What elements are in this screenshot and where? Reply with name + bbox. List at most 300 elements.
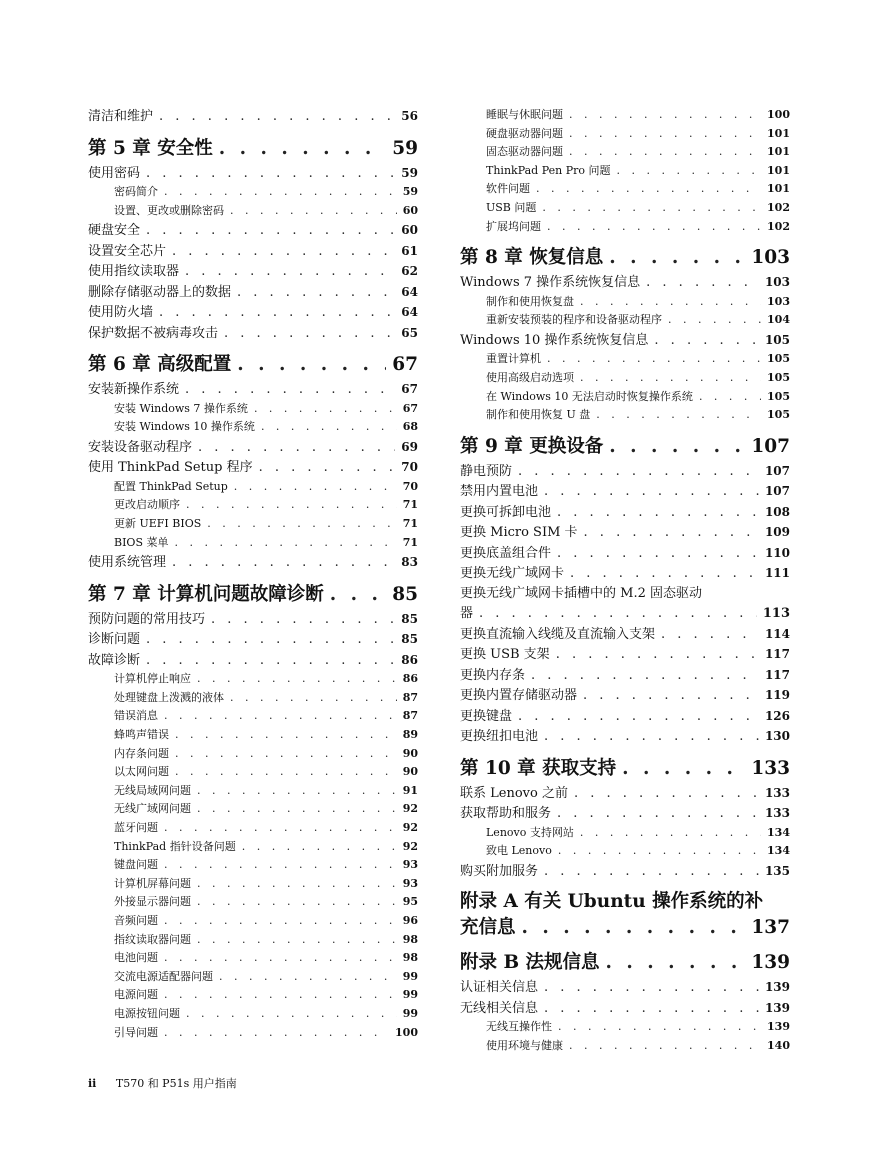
toc-page-number: 114 bbox=[764, 626, 790, 641]
toc-chapter-entry[interactable] bbox=[88, 580, 418, 609]
dot-leader bbox=[261, 418, 397, 437]
toc-entry-title: 睡眠与休眠问题 bbox=[486, 108, 563, 121]
toc-page-number: 90 bbox=[402, 765, 418, 779]
toc-entry[interactable] bbox=[88, 968, 418, 987]
toc-entry[interactable] bbox=[460, 1037, 790, 1056]
toc-entry[interactable] bbox=[460, 624, 790, 645]
toc-right-column bbox=[460, 106, 790, 1056]
toc-entry[interactable] bbox=[88, 931, 418, 950]
toc-entry[interactable] bbox=[88, 302, 418, 323]
toc-entry[interactable] bbox=[460, 644, 790, 665]
toc-entry-title: BIOS 菜单 bbox=[114, 535, 169, 549]
toc-page-number: 92 bbox=[402, 802, 418, 816]
toc-entry-title: 第 7 章 计算机问题故障诊断 bbox=[88, 583, 324, 605]
toc-entry-title: 第 8 章 恢复信息 bbox=[460, 247, 604, 269]
toc-entry[interactable] bbox=[88, 220, 418, 241]
toc-entry[interactable] bbox=[460, 350, 790, 369]
toc-left-column bbox=[88, 106, 418, 1042]
toc-page-number: 62 bbox=[401, 264, 418, 279]
toc-page-number: 65 bbox=[401, 325, 418, 340]
toc-entry-title: 无线局域网问题 bbox=[114, 783, 191, 797]
toc-entry[interactable] bbox=[460, 563, 790, 584]
toc-entry-title: 更新 UEFI BIOS bbox=[114, 517, 202, 531]
dot-leader bbox=[580, 369, 761, 388]
toc-entry-title: 处理键盘上泼溅的液体 bbox=[114, 690, 224, 704]
toc-entry[interactable] bbox=[88, 670, 418, 689]
toc-entry[interactable] bbox=[460, 143, 790, 162]
toc-entry[interactable] bbox=[88, 745, 418, 764]
toc-entry-title: 扩展坞问题 bbox=[486, 219, 541, 233]
toc-page-number: 91 bbox=[402, 783, 418, 797]
toc-entry[interactable] bbox=[460, 665, 790, 686]
toc-entry-title: 附录 A 有关 Ubuntu 操作系统的补 bbox=[460, 891, 764, 913]
dot-leader bbox=[616, 162, 761, 181]
toc-entry[interactable] bbox=[88, 202, 418, 221]
dot-leader bbox=[569, 106, 761, 125]
toc-page-number: 71 bbox=[402, 498, 418, 512]
toc-page-number: 117 bbox=[764, 647, 790, 662]
dot-leader bbox=[531, 666, 759, 686]
toc-entry[interactable] bbox=[88, 1005, 418, 1024]
toc-page-number: 134 bbox=[767, 825, 790, 839]
footer-title: T570 和 P51s 用户指南 bbox=[115, 1077, 237, 1090]
dot-leader bbox=[557, 544, 759, 564]
toc-entry-title: 第 5 章 安全性 bbox=[88, 137, 213, 159]
toc-page-number: 71 bbox=[402, 517, 418, 531]
dot-leader bbox=[547, 350, 761, 369]
dot-leader bbox=[197, 800, 397, 819]
dot-leader bbox=[211, 610, 395, 630]
toc-entry-title: 使用防火墙 bbox=[88, 305, 154, 321]
dot-leader bbox=[175, 726, 397, 745]
toc-page-number: 98 bbox=[402, 951, 418, 965]
dot-leader bbox=[622, 754, 745, 783]
dot-leader bbox=[569, 1037, 761, 1056]
toc-entry-title: 蜂鸣声错误 bbox=[114, 728, 169, 742]
toc-entry[interactable] bbox=[88, 986, 418, 1005]
toc-page-number: 59 bbox=[402, 185, 418, 198]
dot-leader bbox=[547, 218, 761, 237]
toc-page-number: 60 bbox=[402, 203, 418, 217]
toc-entry-title: 使用指纹读取器 bbox=[88, 264, 180, 280]
toc-entry-title: 无线互操作性 bbox=[486, 1020, 552, 1034]
dot-leader bbox=[544, 978, 759, 998]
dot-leader bbox=[164, 912, 397, 931]
toc-entry[interactable] bbox=[88, 418, 418, 437]
toc-entry[interactable] bbox=[460, 218, 790, 237]
dot-leader bbox=[522, 915, 746, 941]
toc-entry[interactable] bbox=[88, 912, 418, 931]
toc-entry[interactable] bbox=[88, 478, 418, 497]
toc-entry-title: Windows 7 操作系统恢复信息 bbox=[460, 275, 641, 291]
toc-entry-title: 使用系统管理 bbox=[88, 555, 167, 571]
toc-page-number: 140 bbox=[767, 1039, 790, 1052]
dot-leader bbox=[558, 1018, 761, 1037]
toc-entry[interactable] bbox=[460, 783, 790, 804]
dot-leader bbox=[146, 651, 395, 671]
dot-leader bbox=[159, 303, 395, 323]
toc-entry[interactable] bbox=[460, 481, 790, 502]
toc-entry[interactable] bbox=[460, 125, 790, 144]
toc-entry-title: 更换直流输入线缆及直流输入支架 bbox=[460, 626, 656, 642]
toc-entry-title: 安装设备驱动程序 bbox=[88, 439, 193, 455]
toc-page-number: 134 bbox=[767, 844, 790, 858]
dot-leader bbox=[580, 824, 761, 843]
toc-entry-title: 联系 Lenovo 之前 bbox=[460, 785, 568, 801]
toc-entry-title: 更换纽扣电池 bbox=[460, 729, 539, 745]
toc-entry[interactable] bbox=[460, 199, 790, 218]
toc-entry[interactable] bbox=[460, 977, 790, 998]
toc-entry[interactable] bbox=[460, 461, 790, 482]
toc-entry[interactable] bbox=[88, 437, 418, 458]
toc-chapter-entry[interactable] bbox=[460, 432, 790, 461]
toc-page-number: 92 bbox=[402, 821, 418, 834]
toc-entry-title-cont: 器 bbox=[460, 605, 474, 621]
toc-page-number: 119 bbox=[764, 688, 790, 703]
toc-page-number: 107 bbox=[764, 484, 790, 499]
toc-entry[interactable] bbox=[88, 689, 418, 708]
dot-leader bbox=[164, 1024, 389, 1043]
toc-page-number: 133 bbox=[751, 757, 790, 779]
dot-leader bbox=[570, 564, 759, 584]
toc-entry[interactable] bbox=[88, 856, 418, 875]
toc-page-number: 96 bbox=[402, 913, 418, 927]
toc-entry-title: 设置、更改或删除密码 bbox=[114, 203, 224, 217]
toc-entry[interactable] bbox=[88, 650, 418, 671]
toc-entry-title: 购买附加服务 bbox=[460, 863, 539, 879]
dot-leader bbox=[207, 515, 396, 534]
dot-leader bbox=[242, 838, 397, 857]
toc-entry-title: 更改启动顺序 bbox=[114, 498, 180, 512]
toc-page-number: 105 bbox=[764, 332, 790, 347]
toc-page-number: 70 bbox=[401, 460, 418, 475]
toc-entry-title: Lenovo 支持网站 bbox=[486, 825, 574, 839]
toc-entry[interactable] bbox=[460, 330, 790, 351]
toc-entry-title: 更换底盖组合件 bbox=[460, 545, 552, 561]
toc-entry[interactable] bbox=[88, 379, 418, 400]
toc-entry[interactable] bbox=[88, 457, 418, 478]
toc-page-number: 99 bbox=[402, 1006, 418, 1020]
toc-entry[interactable] bbox=[460, 180, 790, 199]
toc-entry[interactable] bbox=[460, 685, 790, 706]
toc-chapter-entry[interactable] bbox=[460, 889, 790, 941]
toc-entry[interactable] bbox=[88, 552, 418, 573]
dot-leader bbox=[197, 931, 397, 950]
dot-leader bbox=[146, 164, 395, 184]
dot-leader bbox=[159, 107, 395, 127]
dot-leader bbox=[596, 406, 761, 425]
dot-leader bbox=[556, 645, 759, 665]
toc-entry-title: 蓝牙问题 bbox=[114, 821, 158, 834]
toc-page-number: 93 bbox=[402, 876, 418, 890]
toc-entry-title: 更换 Micro SIM 卡 bbox=[460, 525, 578, 541]
toc-entry[interactable] bbox=[88, 183, 418, 202]
toc-entry-title: ThinkPad Pen Pro 问题 bbox=[486, 163, 611, 177]
toc-chapter-entry[interactable] bbox=[88, 134, 418, 163]
toc-entry-title: 交流电源适配器问题 bbox=[114, 969, 213, 983]
dot-leader bbox=[197, 875, 397, 894]
toc-entry[interactable] bbox=[88, 261, 418, 282]
toc-page-number: 101 bbox=[767, 126, 790, 140]
dot-leader bbox=[544, 482, 759, 502]
toc-entry-title: 使用 ThinkPad Setup 程序 bbox=[88, 460, 253, 476]
toc-page-number: 139 bbox=[764, 980, 790, 995]
dot-leader bbox=[580, 293, 761, 312]
toc-page-number: 101 bbox=[767, 163, 790, 177]
toc-page-number: 67 bbox=[401, 382, 418, 397]
toc-entry[interactable] bbox=[460, 861, 790, 882]
toc-entry-title: 第 10 章 获取支持 bbox=[460, 757, 617, 779]
toc-entry-title: 安装 Windows 7 操作系统 bbox=[114, 401, 248, 415]
toc-page-number: 69 bbox=[401, 439, 418, 454]
toc-entry[interactable] bbox=[460, 998, 790, 1019]
dot-leader bbox=[661, 625, 759, 645]
toc-entry[interactable] bbox=[88, 763, 418, 782]
toc-entry[interactable] bbox=[460, 1018, 790, 1037]
toc-entry[interactable] bbox=[88, 838, 418, 857]
toc-entry[interactable] bbox=[88, 949, 418, 968]
toc-page-number: 59 bbox=[401, 165, 418, 180]
toc-page-number: 99 bbox=[402, 988, 418, 1002]
toc-entry[interactable] bbox=[460, 106, 790, 125]
toc-entry-title: 使用高级启动选项 bbox=[486, 370, 574, 384]
dot-leader bbox=[542, 199, 761, 218]
dot-leader bbox=[574, 784, 759, 804]
dot-leader bbox=[219, 968, 397, 987]
toc-page-number: 133 bbox=[764, 785, 790, 800]
toc-entry-title: 硬盘安全 bbox=[88, 223, 141, 239]
toc-entry[interactable] bbox=[88, 496, 418, 515]
toc-entry-title: 获取帮助和服务 bbox=[460, 806, 552, 822]
toc-entry[interactable] bbox=[460, 272, 790, 293]
toc-page-number: 85 bbox=[401, 632, 418, 647]
toc-page-number: 67 bbox=[392, 354, 418, 376]
toc-page-number: 64 bbox=[401, 284, 418, 299]
toc-page-number: 105 bbox=[767, 389, 790, 403]
toc-entry-title: Windows 10 操作系统恢复信息 bbox=[460, 332, 649, 348]
dot-leader bbox=[557, 804, 759, 824]
toc-page-number: 87 bbox=[402, 709, 418, 723]
dot-leader bbox=[536, 180, 761, 199]
toc-entry-title: 故障诊断 bbox=[88, 652, 141, 668]
toc-entry-title: 电源问题 bbox=[114, 988, 158, 1002]
toc-entry-title: 致电 Lenovo bbox=[486, 844, 552, 858]
dot-leader bbox=[544, 727, 759, 747]
toc-entry-title: 使用环境与健康 bbox=[486, 1039, 563, 1052]
toc-page-number: 139 bbox=[767, 1020, 790, 1034]
dot-leader bbox=[197, 670, 397, 689]
toc-entry-title: 外接显示器问题 bbox=[114, 895, 191, 909]
dot-leader bbox=[164, 819, 397, 838]
toc-page-number: 117 bbox=[764, 667, 790, 682]
toc-entry-title: 更换内置存储驱动器 bbox=[460, 688, 578, 704]
toc-entry[interactable] bbox=[88, 609, 418, 630]
toc-entry[interactable] bbox=[460, 388, 790, 407]
toc-entry[interactable] bbox=[88, 534, 418, 553]
toc-entry-title: 第 6 章 高级配置 bbox=[88, 354, 232, 376]
toc-entry-title: 引导问题 bbox=[114, 1025, 158, 1039]
toc-page-number: 139 bbox=[764, 1000, 790, 1015]
toc-page-number: 86 bbox=[401, 652, 418, 667]
toc-entry[interactable] bbox=[460, 543, 790, 564]
dot-leader bbox=[569, 125, 761, 144]
toc-page-number: 108 bbox=[764, 504, 790, 519]
toc-entry-title: 配置 ThinkPad Setup bbox=[114, 479, 228, 493]
toc-entry[interactable] bbox=[88, 893, 418, 912]
toc-page-number: 103 bbox=[767, 294, 790, 308]
toc-entry[interactable] bbox=[88, 800, 418, 819]
toc-page-number: 83 bbox=[401, 555, 418, 570]
toc-page-number: 99 bbox=[402, 969, 418, 983]
dot-leader bbox=[219, 134, 387, 163]
toc-page-number: 70 bbox=[402, 479, 418, 493]
toc-entry[interactable] bbox=[460, 369, 790, 388]
toc-entry-title: 重新安装预装的程序和设备驱动程序 bbox=[486, 313, 662, 327]
toc-entry[interactable] bbox=[460, 162, 790, 181]
dot-leader bbox=[237, 283, 395, 303]
toc-page-number: 139 bbox=[751, 952, 790, 974]
toc-chapter-entry[interactable] bbox=[88, 350, 418, 379]
dot-leader bbox=[197, 782, 397, 801]
toc-entry-title: 计算机屏幕问题 bbox=[114, 876, 191, 890]
toc-page-number: 103 bbox=[751, 247, 790, 269]
toc-entry-title: 诊断问题 bbox=[88, 632, 141, 648]
toc-chapter-entry[interactable] bbox=[460, 754, 790, 783]
toc-entry[interactable] bbox=[88, 819, 418, 838]
toc-page-number: 101 bbox=[767, 182, 790, 196]
toc-page-number: 86 bbox=[402, 672, 418, 686]
toc-entry[interactable] bbox=[460, 726, 790, 747]
toc-page-number: 102 bbox=[767, 219, 790, 233]
toc-entry-title: 键盘问题 bbox=[114, 858, 158, 872]
toc-entry[interactable] bbox=[460, 842, 790, 861]
toc-page-number: 85 bbox=[401, 611, 418, 626]
toc-entry[interactable] bbox=[88, 875, 418, 894]
toc-entry-title: 禁用内置电池 bbox=[460, 484, 539, 500]
toc-page-number: 101 bbox=[767, 145, 790, 159]
dot-leader bbox=[164, 183, 397, 202]
dot-leader bbox=[224, 324, 395, 344]
dot-leader bbox=[175, 745, 397, 764]
toc-page-number: 64 bbox=[401, 305, 418, 320]
toc-entry-title: 安装 Windows 10 操作系统 bbox=[114, 420, 255, 434]
toc-entry-title: 电源按钮问题 bbox=[114, 1006, 180, 1020]
toc-entry[interactable] bbox=[460, 311, 790, 330]
toc-entry-title-cont: 充信息 bbox=[460, 917, 516, 939]
toc-entry[interactable] bbox=[460, 406, 790, 425]
toc-entry[interactable] bbox=[88, 515, 418, 534]
dot-leader bbox=[197, 893, 397, 912]
toc-entry-title: 电池问题 bbox=[114, 951, 158, 965]
toc-page-number: 107 bbox=[764, 463, 790, 478]
toc-page-number: 102 bbox=[767, 200, 790, 214]
toc-page-number: 105 bbox=[767, 352, 790, 366]
page-footer bbox=[88, 1075, 237, 1091]
dot-leader bbox=[558, 842, 761, 861]
toc-entry[interactable] bbox=[460, 824, 790, 843]
toc-entry[interactable] bbox=[88, 400, 418, 419]
toc-entry-title: 指纹读取器问题 bbox=[114, 932, 191, 946]
toc-entry[interactable] bbox=[88, 726, 418, 745]
toc-page-number: 137 bbox=[751, 917, 790, 939]
dot-leader bbox=[254, 400, 397, 419]
toc-entry-title: 重置计算机 bbox=[486, 352, 541, 366]
toc-page-number: 56 bbox=[401, 109, 418, 123]
toc-entry-title: 设置安全芯片 bbox=[88, 243, 167, 259]
toc-entry-title: 预防问题的常用技巧 bbox=[88, 611, 206, 627]
toc-entry[interactable] bbox=[88, 282, 418, 303]
toc-entry[interactable] bbox=[460, 293, 790, 312]
toc-page-number: 60 bbox=[401, 223, 418, 238]
toc-entry[interactable] bbox=[88, 707, 418, 726]
toc-entry-title: 第 9 章 更换设备 bbox=[460, 435, 604, 457]
dot-leader bbox=[164, 707, 397, 726]
toc-entry[interactable] bbox=[88, 241, 418, 262]
dot-leader bbox=[185, 262, 395, 282]
toc-entry[interactable] bbox=[460, 502, 790, 523]
toc-entry-title: 固态驱动器问题 bbox=[486, 145, 563, 159]
toc-page-number: 89 bbox=[402, 728, 418, 742]
toc-chapter-entry[interactable] bbox=[460, 243, 790, 272]
dot-leader bbox=[479, 604, 757, 624]
toc-page-number: 103 bbox=[764, 275, 790, 290]
toc-entry[interactable] bbox=[460, 584, 790, 624]
toc-page-number: 100 bbox=[767, 108, 790, 121]
dot-leader bbox=[584, 523, 759, 543]
toc-entry[interactable] bbox=[460, 706, 790, 727]
toc-entry[interactable] bbox=[88, 1024, 418, 1043]
toc-entry-title: 无线相关信息 bbox=[460, 1000, 539, 1016]
toc-chapter-entry[interactable] bbox=[460, 948, 790, 977]
toc-entry[interactable] bbox=[88, 163, 418, 184]
toc-entry-title: 更换键盘 bbox=[460, 708, 513, 724]
toc-entry-title: USB 问题 bbox=[486, 200, 537, 214]
dot-leader bbox=[164, 856, 397, 875]
toc-entry-title: 更换无线广域网卡 bbox=[460, 566, 565, 582]
dot-leader bbox=[175, 763, 397, 782]
toc-page-number: 61 bbox=[401, 243, 418, 258]
toc-entry-title: 在 Windows 10 无法启动时恢复操作系统 bbox=[486, 389, 693, 403]
dot-leader bbox=[198, 438, 395, 458]
dot-leader bbox=[518, 462, 759, 482]
toc-entry-title: 音频问题 bbox=[114, 913, 158, 927]
toc-entry[interactable] bbox=[88, 106, 418, 127]
dot-leader bbox=[172, 242, 395, 262]
toc-entry[interactable] bbox=[88, 323, 418, 344]
dot-leader bbox=[164, 986, 397, 1005]
toc-entry[interactable] bbox=[460, 522, 790, 543]
dot-leader bbox=[609, 243, 745, 272]
toc-entry-title: 更换 USB 支架 bbox=[460, 647, 550, 663]
toc-page-number: 105 bbox=[767, 408, 790, 422]
footer-page-number: ii bbox=[88, 1077, 97, 1090]
toc-page-number: 67 bbox=[402, 401, 418, 415]
dot-leader bbox=[186, 1005, 397, 1024]
toc-entry-title: 静电预防 bbox=[460, 463, 513, 479]
toc-page-number: 95 bbox=[402, 895, 418, 909]
toc-entry[interactable] bbox=[460, 803, 790, 824]
dot-leader bbox=[699, 388, 761, 407]
toc-page-number: 109 bbox=[764, 525, 790, 540]
toc-page-number: 105 bbox=[767, 370, 790, 384]
toc-entry-title: 密码简介 bbox=[114, 185, 158, 198]
toc-entry[interactable] bbox=[88, 629, 418, 650]
toc-page-number: 71 bbox=[402, 535, 418, 549]
toc-page-number: 133 bbox=[764, 806, 790, 821]
dot-leader bbox=[186, 496, 397, 515]
toc-entry-title: 认证相关信息 bbox=[460, 980, 539, 996]
toc-entry[interactable] bbox=[88, 782, 418, 801]
